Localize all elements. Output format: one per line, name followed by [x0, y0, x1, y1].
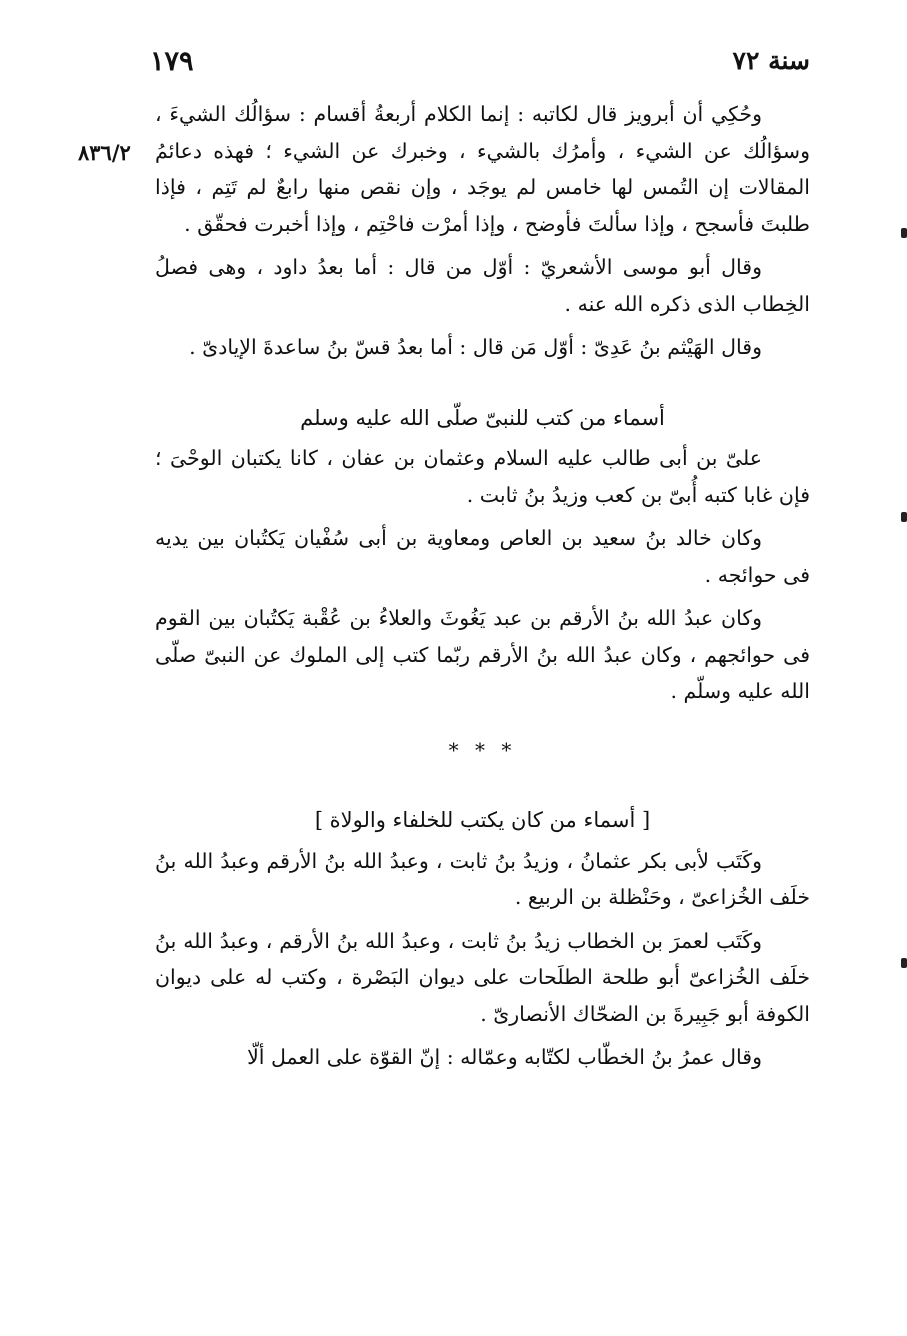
margin-reference: ٨٣٦/٢	[78, 140, 131, 165]
paragraph-ali-uthman: علىّ بن أبى طالب عليه السلام وعثمان بن عفان ، كانا يكتبان الوحْىَ ؛ فإن غابا كتبه أُبىّ بن كعب وزيدُ بنُ ثابت .	[155, 446, 810, 507]
paragraph-abdullah-arqam: وكان عبدُ الله بنُ الأرقم بن عبد يَغُوثَ والعلاءُ بن عُقْبة يَكتُبان بين القوم فى حوائجهم ، وكان عبدُ الله بنُ الأرقم ربّما كتب إلى الملوك عن النبىّ صلّى الله عليه وسلّم .	[155, 606, 810, 703]
section-heading-caliph-scribes: [ أسماء من كان يكتب للخلفاء والولاة ]	[314, 808, 651, 832]
page-number: ١٧٩	[150, 46, 194, 77]
edge-mark	[901, 958, 907, 968]
edge-mark	[901, 228, 907, 238]
section-heading-prophet-scribes: أسماء من كتب للنبىّ صلّى الله عليه وسلم	[300, 405, 665, 430]
paragraph-umar: وكَتَب لعمرَ بن الخطاب زيدُ بنُ ثابت ، وعبدُ الله بنُ الأرقم ، وعبدُ الله بنُ خلَف الخُزاعىّ أبو طلحة الطلَحات على ديوان البَصْرة ، وكتب له على ديوان الكوفة أبو جَبِيرةَ بن الضحّاك الأنصارىّ .	[155, 928, 810, 1026]
running-head: سنة ٧٢	[732, 46, 810, 75]
page-body	[155, 96, 810, 1083]
paragraph-abarwiz: وحُكِي أن أبرويز قال لكاتبه : إنما الكلام أربعةُ أقسام : سؤالُك الشيءَ ، وسؤالُك عن الشيء ، وأمرُك بالشيء ، وخبرك عن الشيء ؛ فهذه دعائمُ المقالات إن التُمس لها خامس لم يوجَد ، وإن نقص منها رابعٌ لم تَتِم ، فإذا طلبتَ فأسجح ، وإذا سألتَ فأوضح ، وإذا أمرْت فاحْتِم ، وإذا أخبرت فحقّق .	[155, 102, 810, 236]
section-separator: * * *	[448, 737, 517, 762]
paragraph-haytham: وقال الهَيْثم بنُ عَدِىّ : أوّل مَن قال : أما بعدُ قسّ بنُ ساعدةَ الإيادىّ .	[189, 335, 762, 359]
paragraph-abu-bakr: وكَتَب لأبى بكر عثمانُ ، وزيدُ بنُ ثابت ، وعبدُ الله بنُ الأرقم وعبدُ الله بنُ خلَف الخُزاعىّ ، وحَنْظلة بن الربيع .	[155, 848, 810, 909]
page-header	[150, 46, 810, 86]
paragraph-abu-musa: وقال أبو موسى الأشعريّ : أوّل من قال : أما بعدُ داود ، وهى فصلُ الخِطاب الذى ذكره الله عنه .	[155, 255, 810, 316]
edge-mark	[901, 512, 907, 522]
paragraph-umar-saying: وقال عمرُ بنُ الخطّاب لكتّابه وعمّاله : إنّ القوّة على العمل ألّا	[247, 1045, 762, 1069]
paragraph-khalid-muawiya: وكان خالد بنُ سعيد بن العاص ومعاوية بن أبى سُفْيان يَكتُبان بين يديه فى حوائجه .	[155, 526, 810, 587]
